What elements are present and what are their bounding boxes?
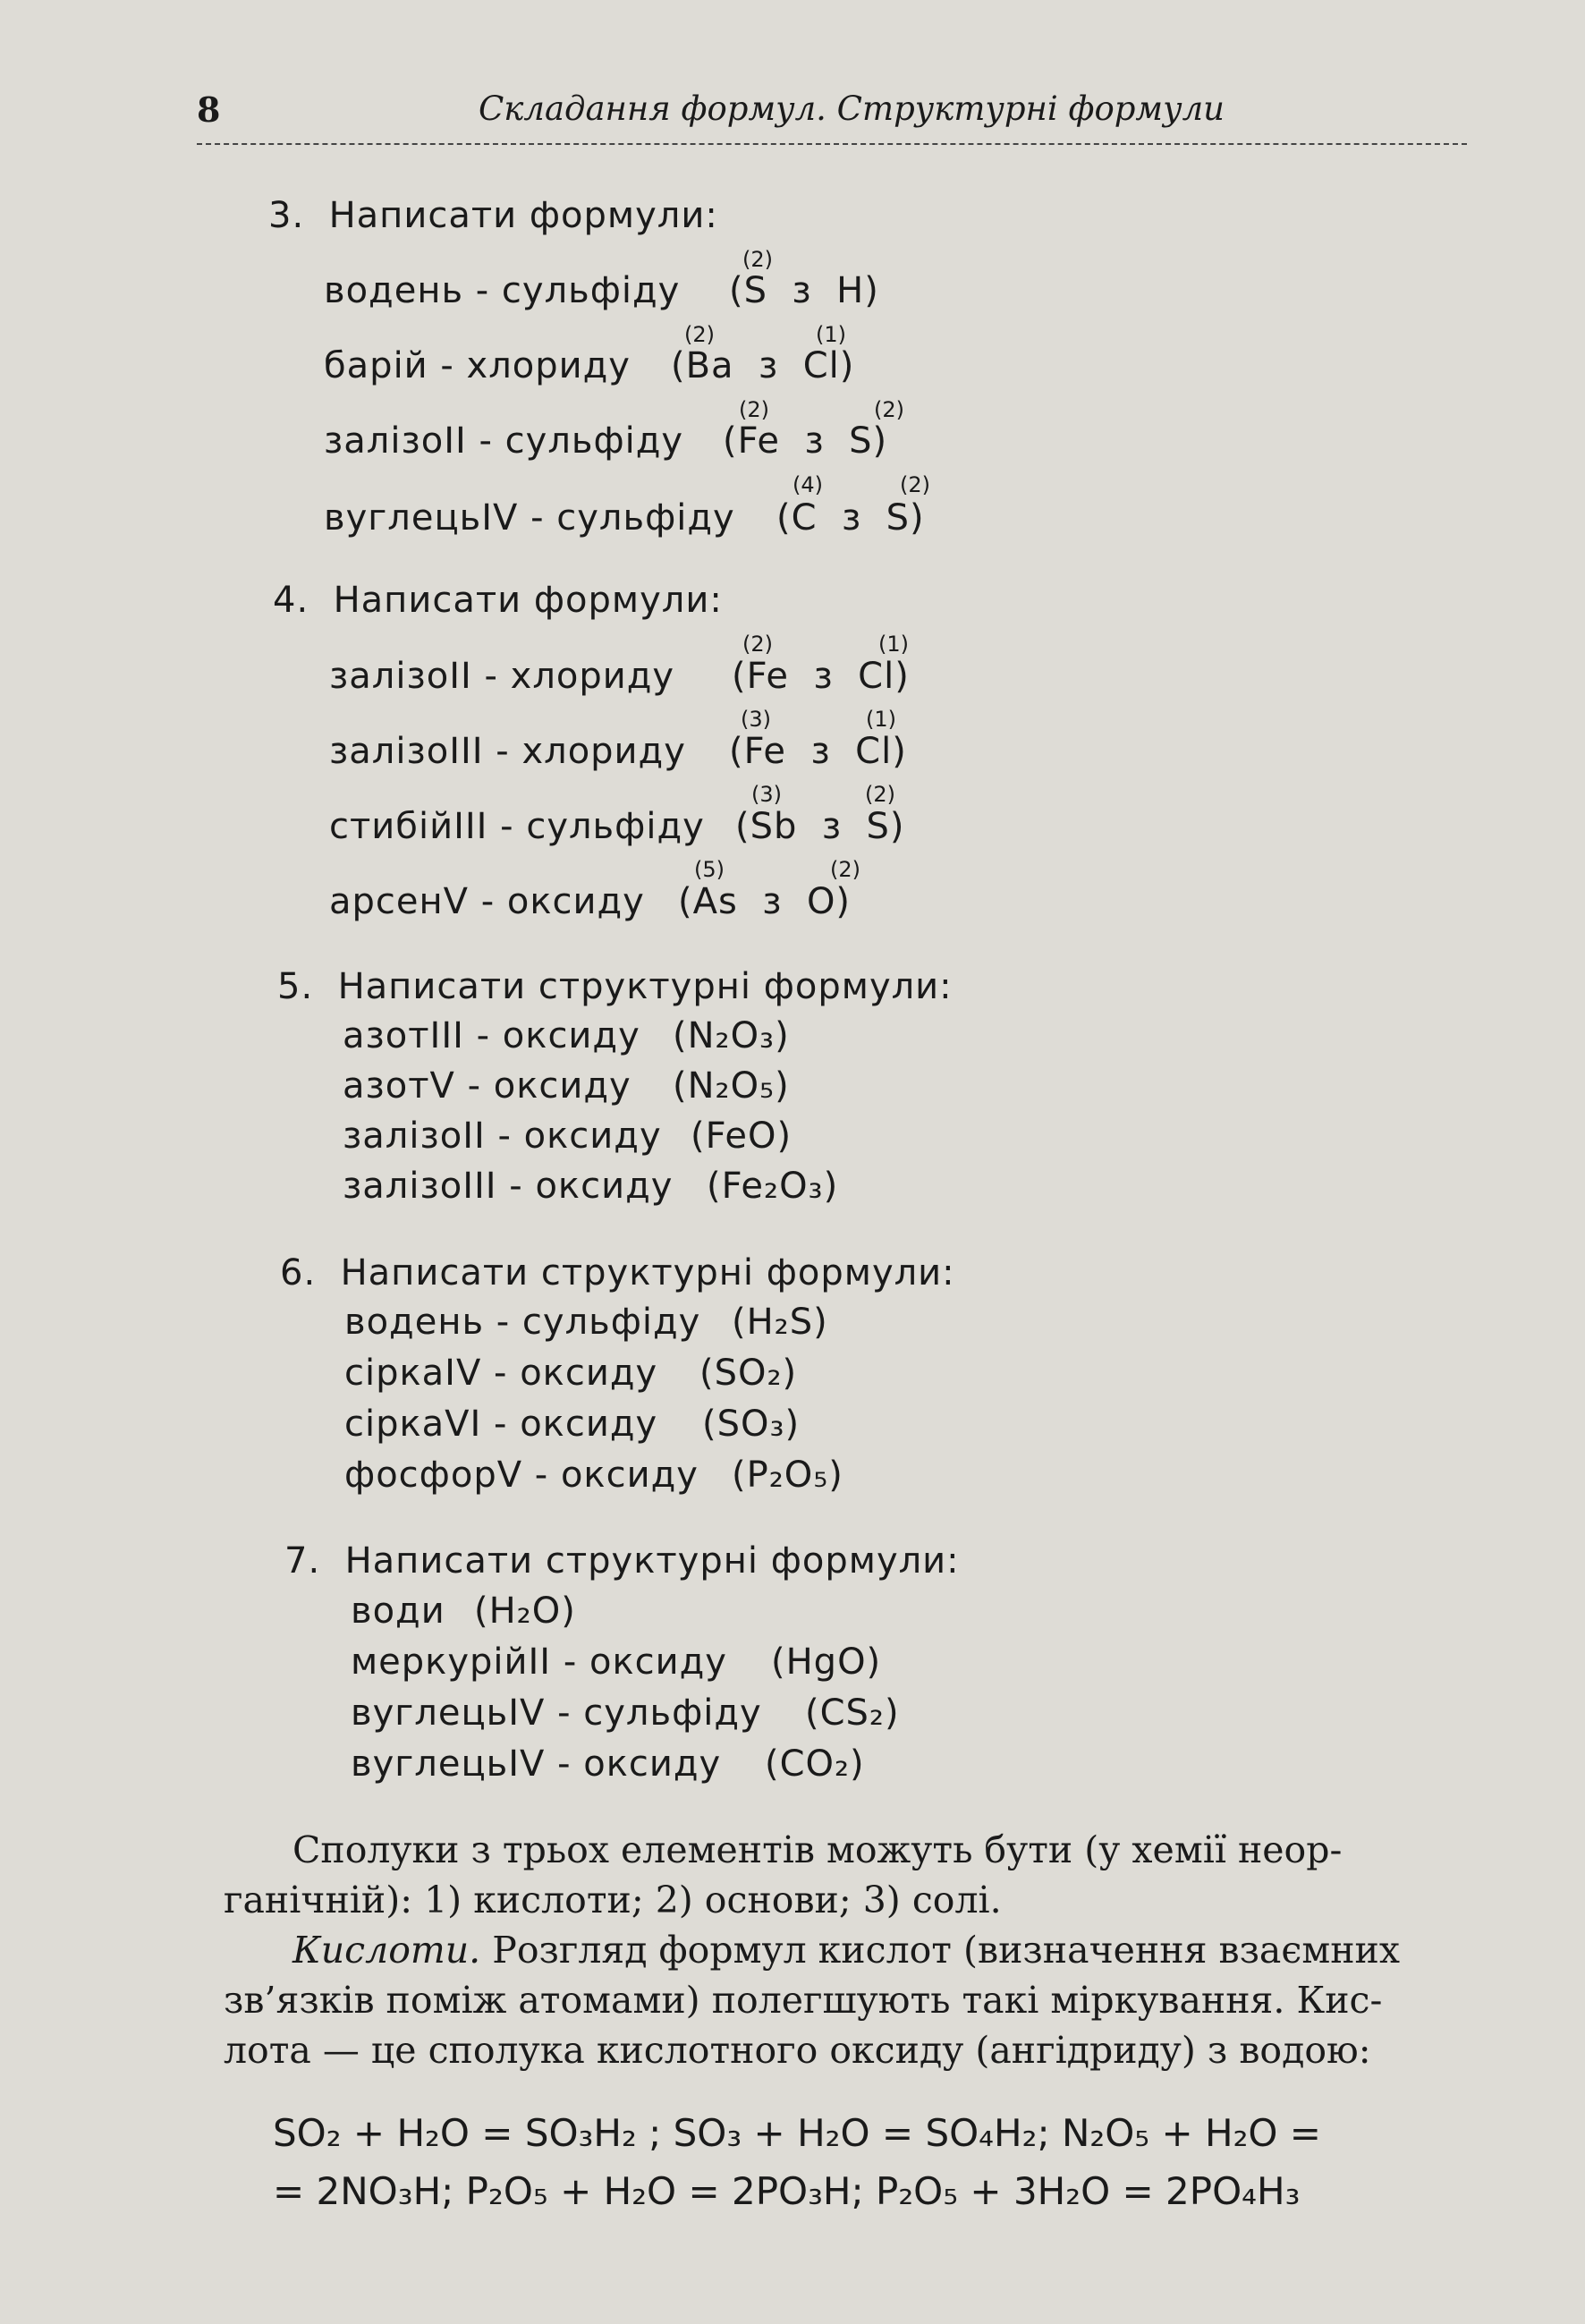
exercise-3-item-2-name: барій - хлориду — [324, 345, 631, 386]
exercise-6-item-3-formula: (SO₃) — [702, 1404, 801, 1445]
exercise-3-item-4-formula: (C з S) — [776, 497, 925, 539]
exercise-6-item-1-formula: (H₂S) — [732, 1302, 828, 1343]
exercise-4-item-3-name: стибійIII - сульфіду — [329, 806, 705, 847]
valence-mark: (3) — [751, 782, 782, 807]
exercise-5-item-3-formula: (FeO) — [691, 1115, 792, 1157]
valence-mark: (2) — [739, 397, 769, 422]
valence-mark: (1) — [816, 322, 846, 347]
exercise-3-item-3-formula: (Fe з S) — [723, 420, 888, 462]
exercise-7-item-1-formula: (H₂O) — [474, 1590, 576, 1632]
exercise-7-item-2-formula: (HgO) — [771, 1641, 882, 1683]
valence-mark: (5) — [694, 857, 725, 882]
exercise-5-item-4-formula: (Fe₂O₃) — [707, 1166, 839, 1207]
exercise-5-title: 5. Написати структурні формули: — [277, 966, 953, 1007]
exercise-3-item-4-name: вуглецьIV - сульфіду — [324, 497, 735, 539]
valence-mark: (3) — [741, 707, 771, 732]
exercise-5-item-2-formula: (N₂O₅) — [673, 1065, 790, 1107]
equation-line-1: SO₂ + H₂O = SO₃H₂ ; SO₃ + H₂O = SO₄H₂; N₂O₅ + H₂O = — [273, 2111, 1322, 2155]
paragraph-line — [292, 1925, 1400, 1975]
exercise-4-item-1-formula: (Fe з Cl) — [732, 656, 910, 697]
paragraph-line: зв’язків поміж атомами) полегшують такі міркування. Кис- — [224, 1979, 1383, 2022]
paragraph-text: Розгляд формул кислот (визначення взаємних — [480, 1929, 1401, 1972]
exercise-6-item-4-formula: (P₂O₅) — [732, 1455, 843, 1496]
paragraph-line: Сполуки з трьох елементів можуть бути (у хемії неор- — [292, 1828, 1343, 1871]
valence-mark: (2) — [900, 472, 930, 497]
exercise-6-item-3-name: сіркаVI - оксиду — [344, 1404, 658, 1445]
exercise-3-item-1-name: водень - сульфіду — [324, 270, 681, 311]
exercise-7-item-2-name: меркурійII - оксиду — [351, 1641, 727, 1683]
exercise-7-item-4-formula: (CO₂) — [765, 1743, 865, 1785]
page-number: 8 — [197, 89, 221, 130]
exercise-5-item-3-name: залізоII - оксиду — [343, 1115, 662, 1157]
exercise-3-item-2-formula: (Ba з Cl) — [671, 345, 855, 386]
running-title: Складання формул. Структурні формули — [479, 89, 1225, 128]
exercise-7-item-3-formula: (CS₂) — [805, 1692, 900, 1734]
exercise-3-item-3-name: залізоII - сульфіду — [324, 420, 684, 462]
paragraph-line: ганічній): 1) кислоти; 2) основи; 3) солі. — [224, 1879, 1002, 1921]
exercise-5-item-4-name: залізоIII - оксиду — [343, 1166, 674, 1207]
valence-mark: (2) — [865, 782, 895, 807]
exercise-4-item-2-name: залізоIII - хлориду — [329, 731, 686, 772]
paragraph-line: лота — це сполука кислотного оксиду (ангідриду) з водою: — [224, 2029, 1371, 2072]
exercise-7-item-3-name: вуглецьIV - сульфіду — [351, 1692, 762, 1734]
exercise-3-title: 3. Написати формули: — [268, 195, 718, 236]
exercise-3-item-1-formula: (S з H) — [729, 270, 879, 311]
valence-mark: (2) — [742, 247, 773, 272]
valence-mark: (2) — [684, 322, 715, 347]
exercise-5-item-1-name: азотIII - оксиду — [343, 1015, 640, 1056]
exercise-7-item-4-name: вуглецьIV - оксиду — [351, 1743, 722, 1785]
valence-mark: (2) — [874, 397, 904, 422]
valence-mark: (4) — [792, 472, 823, 497]
equation-line-2: = 2NO₃H; P₂O₅ + H₂O = 2PO₃H; P₂O₅ + 3H₂O = 2PO₄H₃ — [273, 2169, 1301, 2213]
italic-term: Кислоти. — [292, 1929, 481, 1972]
exercise-4-item-3-formula: (Sb з S) — [735, 806, 905, 847]
exercise-6-item-1-name: водень - сульфіду — [344, 1302, 701, 1343]
exercise-6-item-2-formula: (SO₂) — [699, 1353, 798, 1394]
valence-mark: (1) — [878, 632, 909, 657]
exercise-4-item-4-name: арсенV - оксиду — [329, 881, 645, 922]
valence-mark: (1) — [866, 707, 896, 732]
exercise-5-item-1-formula: (N₂O₃) — [673, 1015, 790, 1056]
exercise-6-item-4-name: фосфорV - оксиду — [344, 1455, 699, 1496]
valence-mark: (2) — [830, 857, 860, 882]
exercise-4-item-4-formula: (As з O) — [678, 881, 852, 922]
exercise-6-item-2-name: сіркаIV - оксиду — [344, 1353, 658, 1394]
valence-mark: (2) — [742, 632, 773, 657]
exercise-6-title: 6. Написати структурні формули: — [280, 1252, 955, 1293]
exercise-7-item-1-name: води — [351, 1590, 445, 1632]
exercise-4-item-2-formula: (Fe з Cl) — [729, 731, 907, 772]
exercise-4-title: 4. Написати формули: — [273, 580, 723, 621]
exercise-5-item-2-name: азотV - оксиду — [343, 1065, 631, 1107]
exercise-4-item-1-name: залізоII - хлориду — [329, 656, 675, 697]
page-header — [197, 89, 1467, 145]
exercise-7-title: 7. Написати структурні формули: — [284, 1540, 960, 1582]
